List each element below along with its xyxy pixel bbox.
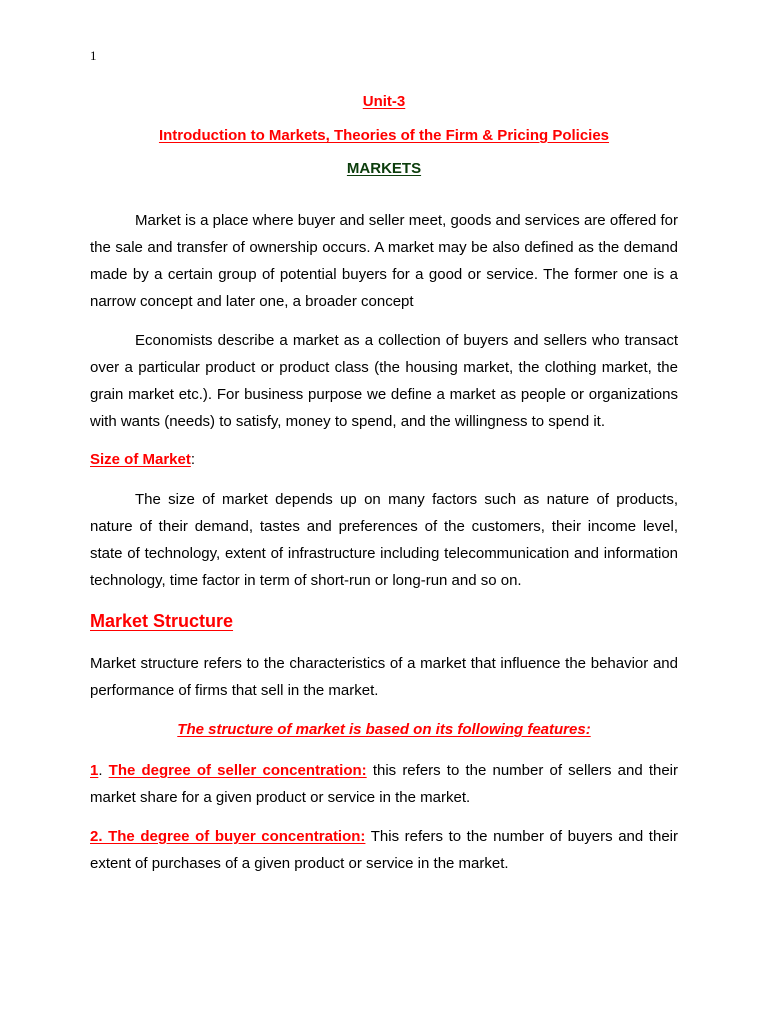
- unit-title: Unit-3: [362, 93, 406, 110]
- feature-item-label: 2. The degree of buyer concentration:: [90, 828, 366, 845]
- market-structure-heading: Market Structure: [90, 611, 234, 631]
- feature-item-seller-concentration: [90, 757, 678, 811]
- feature-item-separator: .: [98, 762, 109, 779]
- feature-item-number: 1: [90, 762, 99, 779]
- chapter-subtitle: Introduction to Markets, Theories of the Firm & Pricing Policies: [158, 127, 610, 144]
- market-structure-paragraph: Market structure refers to the characteristics of a market that influence the behavior and performance of firms that sell in the market.: [90, 655, 678, 699]
- page-number: 1: [90, 48, 97, 63]
- market-definition-paragraph: Market is a place where buyer and seller meet, goods and services are offered for the sale and transfer of ownership occurs. A market may be also defined as the demand made by a certain group of potential buyers for a good or service. The former one is a narrow concept and later one, a broader concept: [90, 212, 678, 310]
- feature-item-text: This refers to the number of buyers and their extent of purchases of a given product or service in the market.: [90, 828, 678, 872]
- economists-paragraph: Economists describe a market as a collection of buyers and sellers who transact over a particular product or product class (the housing market, the clothing market, the grain market etc.). For business purpose we define a market as people or organizations with wants (needs) to satisfy, money to spend, and the willingness to spend it.: [90, 332, 678, 430]
- feature-item-text: this refers to the number of sellers and their market share for a given product or service in the market.: [90, 762, 678, 806]
- feature-item-buyer-concentration: [90, 823, 678, 877]
- size-of-market-label: Size of Market: [90, 451, 191, 468]
- size-of-market-colon: :: [190, 451, 196, 468]
- feature-item-label: The degree of seller concentration:: [108, 762, 367, 779]
- size-of-market-heading: [90, 451, 195, 468]
- section-title: MARKETS: [346, 160, 422, 177]
- size-of-market-paragraph: The size of market depends up on many factors such as nature of products, nature of their demand, tastes and preferences of the customers, their income level, state of technology, extent of infrastructure including telecommunication and information technology, time factor in term of short-run or long-run and so on.: [90, 491, 678, 589]
- features-heading: The structure of market is based on its following features:: [177, 721, 591, 738]
